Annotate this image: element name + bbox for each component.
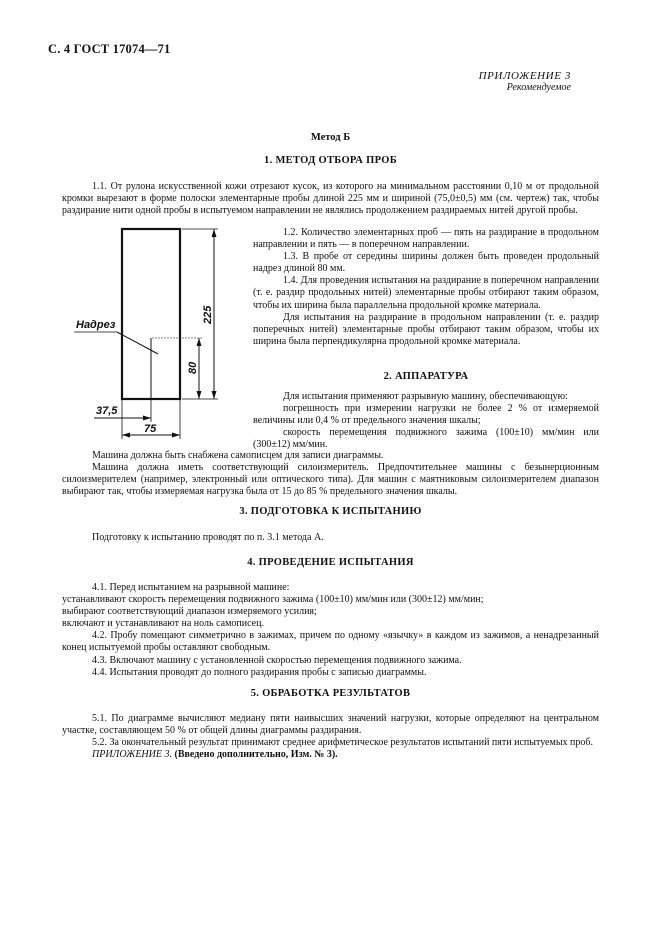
dim-75-label: 75 xyxy=(144,423,157,435)
paragraph-1-2: 1.2. Количество элементарных проб — пять на раздирание в продольном направлении и пять — в поперечном направлении. xyxy=(253,227,599,251)
section-5-title: 5. ОБРАБОТКА РЕЗУЛЬТАТОВ xyxy=(250,688,411,699)
paragraph-2-force-meter: Машина должна иметь соответствующий силоизмеритель. Предпочтительнее машины с безынерционным силоизмерителем (например, электронный или оптического типа). Для машин с маятниковым силоизмерителем диапазон выбирают так, чтобы измеряемая нагрузка была от 15 до 85 % предельного значения шкалы. xyxy=(62,462,599,498)
paragraph-1-3: 1.3. В пробе от середины ширины должен быть проведен продольный надрез длиной 80 мм. xyxy=(253,251,599,275)
section-5-body xyxy=(62,713,599,761)
section-4-title: 4. ПРОВЕДЕНИЕ ИСПЫТАНИЯ xyxy=(247,557,414,568)
amendment-text: (Введено дополнительно, Изм. № 3). xyxy=(174,749,338,761)
paragraph-1-1: 1.1. От рулона искусственной кожи отрезают кусок, из которого на минимальном расстоянии 0,10 м от продольной кромки вырезают в форме полоски элементарные пробы длиной 225 мм и шириной (75,0±0,5) мм (см. чертеж) так, чтобы раздирание нити одной пробы в испытуемом направлении не являлись продолжением раздираемых нитей другой пробы. xyxy=(62,181,599,217)
section-3-title: 3. ПОДГОТОВКА К ИСПЫТАНИЮ xyxy=(239,506,422,517)
paragraph-4-1-range: выбирают соответствующий диапазон измеряемого усилия; xyxy=(62,606,317,618)
section-2-right-column xyxy=(253,391,599,451)
section-2-title: 2. АППАРАТУРА xyxy=(383,371,469,382)
paragraph-2-intro: Для испытания применяют разрывную машину, обеспечивающую: xyxy=(283,391,568,402)
paragraph-2-item1: погрешность при измерении нагрузки не более 2 % от измеряемой величины или 0,4 % от предельного значения шкалы; xyxy=(253,403,599,427)
paragraph-4-4: 4.4. Испытания проводят до полного раздирания пробы с записью диаграммы. xyxy=(92,666,427,678)
paragraph-4-1-speed: устанавливают скорость перемещения подвижного зажима (100±10) мм/мин или (300±12) мм/мин; xyxy=(62,594,484,606)
notch-label: Надрез xyxy=(76,319,116,331)
paragraph-1-4a: 1.4. Для проведения испытания на раздирание в поперечном направлении (т. е. раздир продольных нитей) элементарные пробы отбирают таким образом, чтобы их ширина была параллельна продольной кромке материала. xyxy=(253,275,599,311)
paragraph-4-2: 4.2. Пробу помещают симметрично в зажимах, причем по одному «язычку» в каждом из зажимов, а ненадрезанный конец испытуемой пробы оставляют свободным. xyxy=(62,630,599,654)
paragraph-2-item2: скорость перемещения подвижного зажима (100±10) мм/мин или (300±12) мм/мин. xyxy=(253,427,599,451)
paragraph-4-1-zero: включают и устанавливают на ноль самописец. xyxy=(62,618,264,630)
section-4-body xyxy=(62,582,599,679)
section-1-right-column xyxy=(253,227,599,348)
dim-37-5-label: 37,5 xyxy=(96,405,118,417)
appendix-status: Рекомендуемое xyxy=(506,82,571,93)
sample-drawing xyxy=(60,222,250,444)
dim-80-label: 80 xyxy=(187,361,199,374)
section-1-title: 1. МЕТОД ОТБОРА ПРОБ xyxy=(264,155,397,166)
appendix-number: ПРИЛОЖЕНИЕ 3 xyxy=(478,70,571,82)
amendment-appendix-ref: ПРИЛОЖЕНИЕ 3. xyxy=(92,749,172,761)
paragraph-5-1: 5.1. По диаграмме вычисляют медиану пяти наивысших значений нагрузки, которые определяют на центральном участке, составляющем 50 % от общей длины диаграммы раздирания. xyxy=(62,713,599,737)
paragraph-5-2: 5.2. За окончательный результат принимают среднее арифметическое результатов испытаний пяти испытуемых проб. xyxy=(92,737,593,749)
page-header: С. 4 ГОСТ 17074—71 xyxy=(48,42,171,56)
method-title: Метод Б xyxy=(310,132,351,143)
paragraph-1-4b: Для испытания на раздирание в продольном направлении (т. е. раздир поперечных нитей) элементарные пробы отбирают таким образом, чтобы их ширина была перпендикулярна продольной кромке материала. xyxy=(253,311,599,347)
amendment-note xyxy=(62,749,599,761)
appendix-label xyxy=(479,70,571,94)
paragraph-4-3: 4.3. Включают машину с установленной скоростью перемещения подвижного зажима. xyxy=(92,654,462,666)
paragraph-4-1: 4.1. Перед испытанием на разрывной машине: xyxy=(92,582,290,593)
paragraph-3-1: Подготовку к испытанию проводят по п. 3.1 метода А. xyxy=(92,532,324,543)
section-2-full-column xyxy=(62,450,599,498)
notch-leader xyxy=(117,332,158,354)
paragraph-2-recorder: Машина должна быть снабжена самописцем для записи диаграммы. xyxy=(92,450,384,461)
dim-225-label: 225 xyxy=(202,305,214,324)
